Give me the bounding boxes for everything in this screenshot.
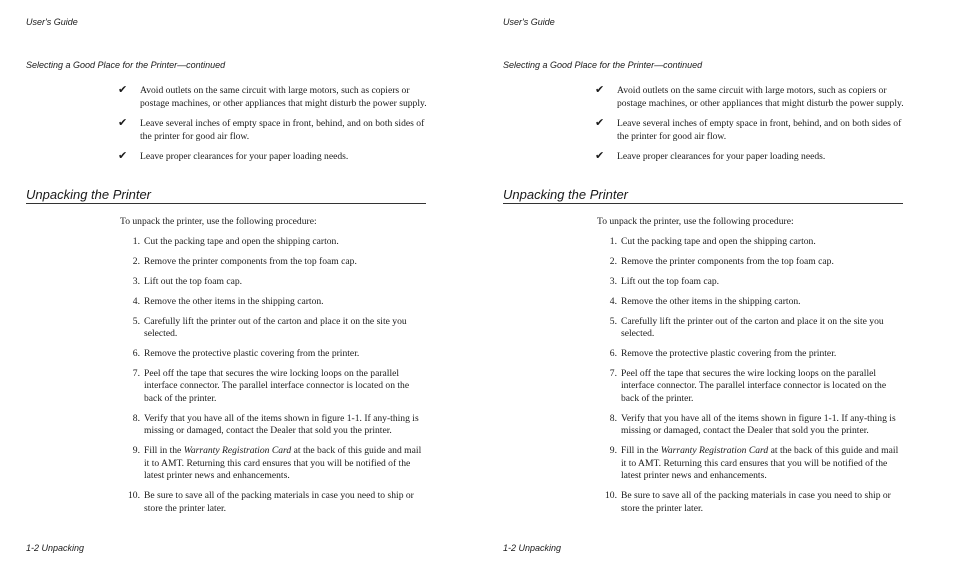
step-number: 3. xyxy=(132,275,140,287)
checklist-item xyxy=(118,118,428,143)
section-title: Unpacking the Printer xyxy=(503,187,903,204)
checkmark-icon: ✔ xyxy=(595,83,605,96)
step-number: 1. xyxy=(609,236,617,247)
page-footer: 1-2 Unpacking xyxy=(26,543,85,553)
checklist-text: Leave proper clearances for your paper loading needs. xyxy=(140,151,349,162)
step-number: 6. xyxy=(609,347,617,359)
step-text: Verify that you have all of the items shown in figure 1-1. If any-thing is missing or damaged, contact the Dealer that sold you the printer. xyxy=(621,412,896,437)
procedure-step xyxy=(595,445,905,483)
checklist-item xyxy=(118,151,428,164)
checklist-text: Leave several inches of empty space in front, behind, and on both sides of the printer for good air flow. xyxy=(140,118,425,142)
checklist xyxy=(118,85,428,172)
checkmark-icon: ✔ xyxy=(118,116,128,129)
checklist-item xyxy=(595,151,905,164)
step-text: Remove the protective plastic covering from the printer. xyxy=(144,347,360,359)
procedure-step xyxy=(595,368,905,406)
procedure-step xyxy=(118,236,428,249)
step-text: Carefully lift the printer out of the carton and place it on the site you selected. xyxy=(144,315,407,340)
procedure-step xyxy=(118,316,428,341)
step-text: Fill in the Warranty Registration Card at the back of this guide and mail it to AMT. Returning this card ensures that you will be notified of the latest printer news and enhancements. xyxy=(621,445,899,482)
procedure-step xyxy=(118,490,428,515)
procedure-step xyxy=(118,256,428,269)
page-footer: 1-2 Unpacking xyxy=(503,543,562,553)
procedure-intro: To unpack the printer, use the following procedure: xyxy=(597,216,794,227)
checklist-text: Avoid outlets on the same circuit with large motors, such as copiers or postage machines, or other appliances that might disturb the power supply. xyxy=(140,85,427,109)
procedure-step xyxy=(595,236,905,249)
checkmark-icon: ✔ xyxy=(595,116,605,129)
step-text: Cut the packing tape and open the shipping carton. xyxy=(621,236,816,247)
checklist-item xyxy=(118,85,428,110)
procedure-steps xyxy=(118,236,428,522)
step-text: Carefully lift the printer out of the carton and place it on the site you selected. xyxy=(621,315,884,340)
step-number: 6. xyxy=(132,347,140,359)
running-header: User's Guide xyxy=(503,17,555,27)
running-header: User's Guide xyxy=(26,17,78,27)
checkmark-icon: ✔ xyxy=(118,83,128,96)
step-number: 2. xyxy=(609,255,617,267)
section-title: Unpacking the Printer xyxy=(26,187,426,204)
step-text: Remove the printer components from the top foam cap. xyxy=(144,255,357,267)
procedure-step xyxy=(118,296,428,309)
checkmark-icon: ✔ xyxy=(595,149,605,162)
step-text: Verify that you have all of the items shown in figure 1-1. If any-thing is missing or damaged, contact the Dealer that sold you the printer. xyxy=(144,412,419,437)
step-text: Peel off the tape that secures the wire locking loops on the parallel interface connector. The parallel interface connector is located on the back of the printer. xyxy=(144,367,410,404)
step-number: 7. xyxy=(132,367,140,379)
step-text: Remove the other items in the shipping carton. xyxy=(144,295,324,307)
continued-heading: Selecting a Good Place for the Printer—continued xyxy=(503,60,703,70)
step-number: 9. xyxy=(609,445,617,457)
procedure-step xyxy=(118,413,428,438)
step-number: 10. xyxy=(128,490,140,502)
warranty-card-title: Warranty Registration Card xyxy=(183,445,292,457)
step-text: Remove the other items in the shipping carton. xyxy=(621,295,801,307)
step-number: 2. xyxy=(132,255,140,267)
checklist xyxy=(595,85,905,172)
step-text: Be sure to save all of the packing materials in case you need to ship or store the printer later. xyxy=(144,490,414,514)
checklist-text: Leave several inches of empty space in front, behind, and on both sides of the printer for good air flow. xyxy=(617,118,902,142)
checklist-item xyxy=(595,85,905,110)
step-text: Be sure to save all of the packing materials in case you need to ship or store the printer later. xyxy=(621,490,891,514)
continued-heading: Selecting a Good Place for the Printer—continued xyxy=(26,60,226,70)
step-number: 9. xyxy=(132,445,140,457)
procedure-step xyxy=(118,276,428,289)
checklist-text: Avoid outlets on the same circuit with large motors, such as copiers or postage machines, or other appliances that might disturb the power supply. xyxy=(617,85,904,109)
checklist-item xyxy=(595,118,905,143)
step-text: Remove the printer components from the top foam cap. xyxy=(621,255,834,267)
procedure-step xyxy=(595,316,905,341)
checkmark-icon: ✔ xyxy=(118,149,128,162)
procedure-step xyxy=(118,348,428,361)
step-number: 5. xyxy=(609,315,617,327)
warranty-card-title: Warranty Registration Card xyxy=(660,445,769,457)
procedure-intro: To unpack the printer, use the following procedure: xyxy=(120,216,317,227)
step-number: 4. xyxy=(609,295,617,307)
procedure-step xyxy=(595,413,905,438)
step-text: Remove the protective plastic covering from the printer. xyxy=(621,347,837,359)
step-number: 7. xyxy=(609,367,617,379)
step-text: Lift out the top foam cap. xyxy=(621,275,720,287)
step-number: 3. xyxy=(609,275,617,287)
step-number: 5. xyxy=(132,315,140,327)
procedure-step xyxy=(595,490,905,515)
step-text: Fill in the Warranty Registration Card at the back of this guide and mail it to AMT. Returning this card ensures that you will be notified of the latest printer news and enhancements. xyxy=(144,445,422,482)
step-number: 8. xyxy=(132,412,140,424)
procedure-step xyxy=(595,276,905,289)
procedure-step xyxy=(595,296,905,309)
step-number: 10. xyxy=(605,490,617,502)
procedure-steps xyxy=(595,236,905,522)
procedure-step xyxy=(118,368,428,406)
step-text: Peel off the tape that secures the wire locking loops on the parallel interface connector. The parallel interface connector is located on the back of the printer. xyxy=(621,367,887,404)
step-text: Lift out the top foam cap. xyxy=(144,275,243,287)
procedure-step xyxy=(595,256,905,269)
step-number: 1. xyxy=(132,236,140,247)
procedure-step xyxy=(118,445,428,483)
right-page xyxy=(477,0,954,580)
procedure-step xyxy=(595,348,905,361)
step-number: 4. xyxy=(132,295,140,307)
step-number: 8. xyxy=(609,412,617,424)
step-text: Cut the packing tape and open the shipping carton. xyxy=(144,236,339,247)
checklist-text: Leave proper clearances for your paper loading needs. xyxy=(617,151,826,162)
